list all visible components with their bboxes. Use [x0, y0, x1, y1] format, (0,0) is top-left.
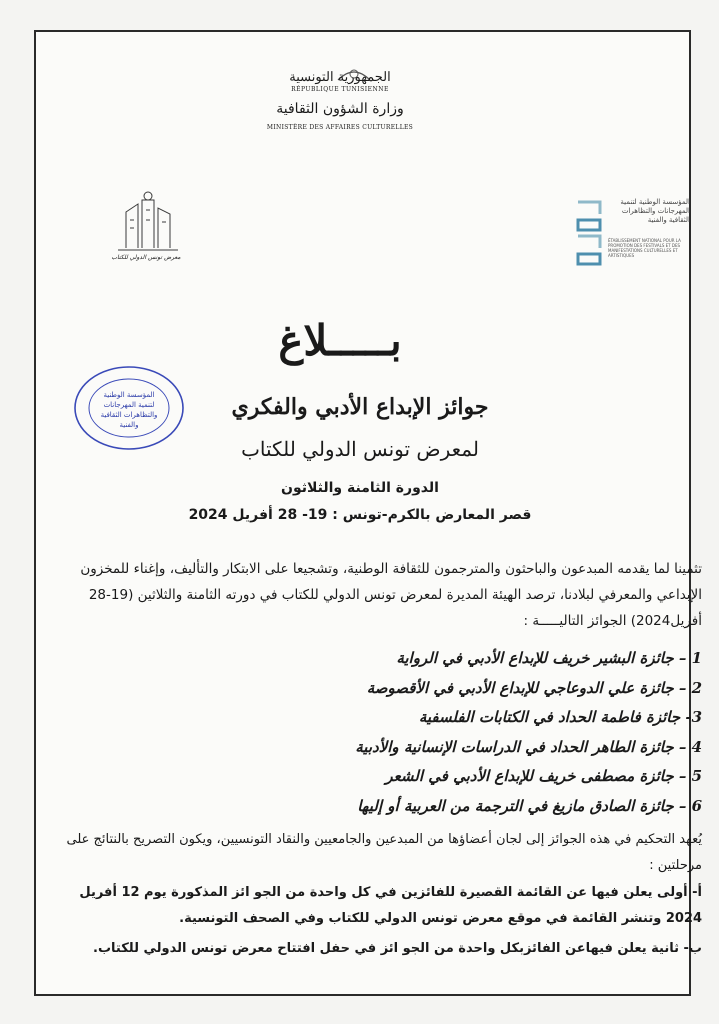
stage-b-paragraph: ب- ثانية يعلن فيهاعن الفائزبكل واحدة من الجو ائز في حفل افتتاح معرض تونس الدولي للكتاب. — [93, 941, 702, 956]
foundation-name-ar: المؤسسة الوطنية لتنمية المهرجانات والتظاهرات الثقافية والفنية — [620, 198, 690, 224]
prize-list — [54, 644, 702, 821]
prizes-title: جوائز الإبداع الأدبي والفكري — [231, 394, 489, 420]
book-fair-caption: معرض تونس الدولي للكتاب — [111, 254, 181, 261]
prize-item: 3- جائزة فاطمة الحداد في الكتابات الفلسفية — [418, 708, 702, 726]
prize-item: 2 – جائزة علي الدوعاجي للإبداع الأدبي في الأقصوصة — [366, 678, 702, 697]
stage-a-paragraph: أ- أولى يعلن فيها عن القائمة القصيرة للفائزين في كل واحدة من الجو ائز المذكورة يوم 12 أفريل 2024 وتنشر القائمة في موقع معرض تونس الدولي للكتاب وفي الصحف التونسية. — [79, 885, 702, 926]
stamp-line-1: المؤسسة الوطنية — [103, 391, 155, 399]
stamp-line-4: والفنية — [119, 421, 139, 429]
country-name-ar: الجمهورية التونسية — [289, 70, 391, 85]
session-title: الدورة الثامنة والثلاثون — [281, 480, 439, 496]
notice-title: بـــــلاغ — [278, 316, 402, 365]
foundation-name-fr: ÉTABLISSEMENT NATIONAL POUR LA PROMOTION DES FESTIVALS ET DES MANIFESTATIONS CULTURELLES ET ARTISTIQUES — [608, 238, 681, 258]
prize-item: 6 – جائزة الصادق مازيغ في الترجمة من العربية أو إليها — [357, 796, 702, 815]
stamp-line-2: لتنمية المهرجانات — [103, 401, 155, 409]
jury-paragraph: يُعهد التحكيم في هذه الجوائز إلى لجان أعضاؤها من المبدعين والجامعيين والنقاد التونسيين، ويكون التصريح بالنتائج على مرحلتين : — [66, 832, 702, 873]
intro-paragraph: تثمينا لما يقدمه المبدعون والباحثون والمترجمون للثقافة الوطنية، وتشجيعا على الابتكار والتأليف، وإغناء للمخزون الإبداعي والمعرفي لبلادنا، ترصد الهيئة المديرة لمعرض تونس الدولي للكتاب في دورته الثامنة والثلاثين (19-28 أفريل2024) الجوائز التاليـــــة : — [80, 561, 702, 629]
ministry-name-ar: وزارة الشؤون الثقافية — [276, 101, 404, 117]
prize-item: 4 – جائزة الطاهر الحداد في الدراسات الإنسانية والأدبية — [355, 737, 702, 756]
fair-title: لمعرض تونس الدولي للكتاب — [241, 437, 479, 461]
foundation-logo-icon — [574, 196, 604, 268]
prize-item: 1 – جائزة البشير خريف للإبداع الأدبي في الرواية — [396, 649, 702, 667]
ministry-name-fr: MINISTÈRE DES AFFAIRES CULTURELLES — [266, 124, 414, 131]
country-name-fr: RÉPUBLIQUE TUNISIENNE — [291, 86, 389, 93]
book-fair-logo-icon — [108, 190, 188, 252]
stamp-line-3: والتظاهرات الثقافية — [100, 411, 158, 419]
prize-item: 5 – جائزة مصطفى خريف للإبداع الأدبي في الشعر — [385, 767, 702, 785]
venue-dates: قصر المعارض بالكرم-تونس : 19- 28 أفريل 2024 — [188, 507, 532, 523]
